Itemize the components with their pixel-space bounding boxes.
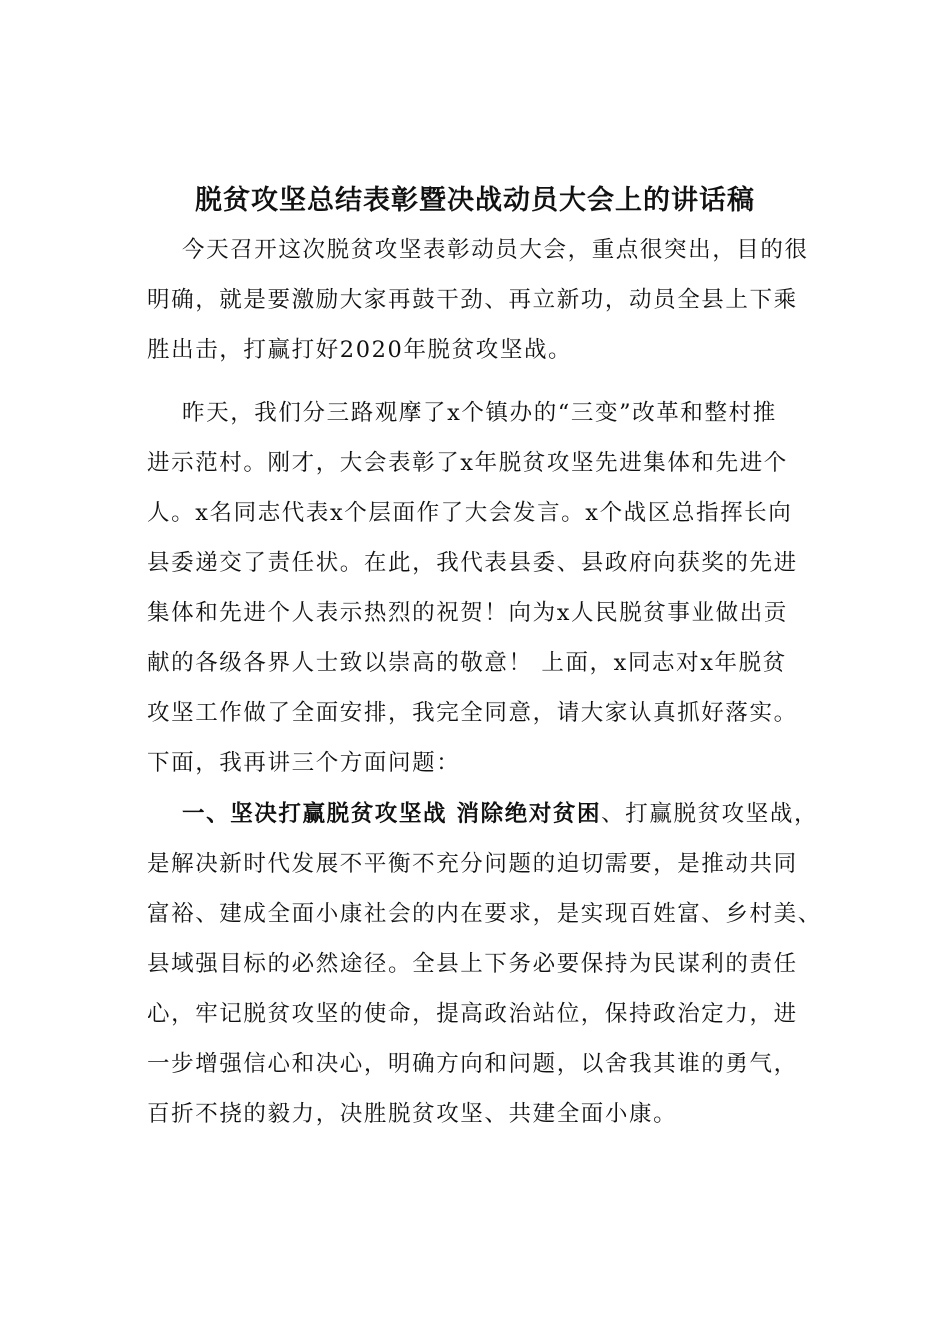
paragraph-2-line-1: 昨天，我们分三路观摩了x个镇办的“三变”改革和整村推 (182, 400, 777, 426)
paragraph-2-line-2: 进示范村。刚才，大会表彰了x年脱贫攻坚先进集体和先进个 (147, 450, 788, 476)
paragraph-2-line-6: 献的各级各界人士致以崇高的敬意！ 上面，x同志对x年脱贫 (147, 650, 787, 676)
paragraph-3-line-4: 县域强目标的必然途径。全县上下务必要保持为民谋利的责任 (147, 951, 798, 977)
paragraph-3-line-7: 百折不挠的毅力，决胜脱贫攻坚、共建全面小康。 (147, 1101, 678, 1127)
paragraph-3-line-6: 一步增强信心和决心，明确方向和问题，以舍我其谁的勇气， (147, 1051, 798, 1077)
paragraph-2-line-7: 攻坚工作做了全面安排，我完全同意，请大家认真抓好落实。 (147, 700, 798, 726)
section-heading-continuation: 、打赢脱贫攻坚战， (601, 801, 819, 827)
paragraph-3-line-3: 富裕、建成全面小康社会的内在要求，是实现百姓富、乡村美、 (147, 901, 822, 927)
paragraph-2-line-3: 人。x名同志代表x个层面作了大会发言。x个战区总指挥长向 (147, 500, 793, 526)
paragraph-3-line-1 (182, 796, 818, 832)
paragraph-3-line-2: 是解决新时代发展不平衡不充分问题的迫切需要，是推动共同 (147, 851, 798, 877)
paragraph-3-line-5: 心，牢记脱贫攻坚的使命，提高政治站位，保持政治定力，进 (147, 1001, 798, 1027)
section-heading: 一、坚决打赢脱贫攻坚战 消除绝对贫困 (182, 801, 602, 827)
paragraph-2-line-4: 县委递交了责任状。在此，我代表县委、县政府向获奖的先进 (147, 550, 798, 576)
paragraph-1-line-3: 胜出击，打赢打好2020年脱贫攻坚战。 (147, 337, 573, 363)
document-title: 脱贫攻坚总结表彰暨决战动员大会上的讲话稿 (195, 185, 755, 216)
paragraph-1-line-2: 明确，就是要激励大家再鼓干劲、再立新功，动员全县上下乘 (147, 287, 798, 313)
paragraph-1-line-1: 今天召开这次脱贫攻坚表彰动员大会，重点很突出，目的很 (182, 237, 809, 263)
paragraph-2-line-5: 集体和先进个人表示热烈的祝贺！向为x人民脱贫事业做出贡 (147, 600, 788, 626)
paragraph-2-line-8: 下面，我再讲三个方面问题： (147, 750, 461, 776)
